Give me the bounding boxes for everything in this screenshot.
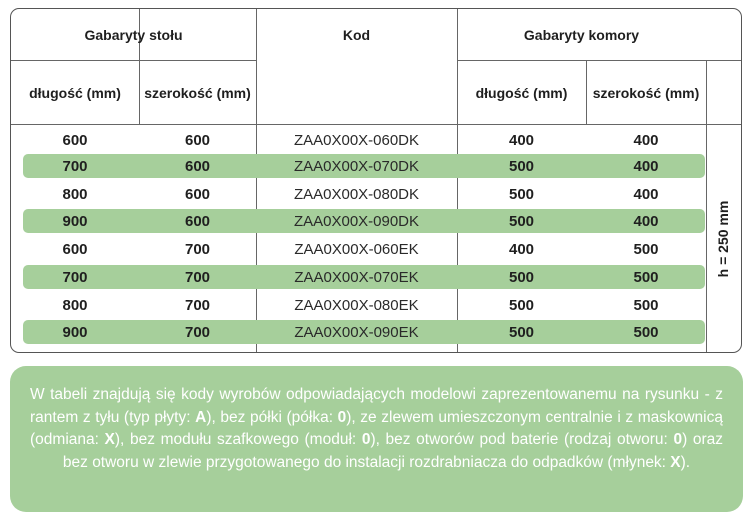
note-code-value: X [670,453,681,471]
header-chamber-dims: Gabaryty komory [523,26,640,43]
cell-product-code: ZAA0X00X-080EK [294,296,419,314]
cell-product-code: ZAA0X00X-060EK [294,240,419,258]
dimensions-table [10,8,742,353]
subheader-chamber-width: szerokość (mm) [592,84,700,101]
cell-chamber-length: 500 [508,296,535,314]
cell-chamber-length: 500 [508,323,535,341]
cell-chamber-length: 500 [508,185,535,203]
height-label: h = 250 mm [715,200,731,278]
header-code: Kod [342,26,371,43]
cell-chamber-width: 400 [633,212,659,230]
cell-table-width: 600 [184,212,211,230]
cell-product-code: ZAA0X00X-090DK [293,212,420,230]
cell-chamber-length: 400 [508,240,535,258]
cell-product-code: ZAA0X00X-090EK [294,323,419,341]
cell-chamber-width: 500 [633,296,659,314]
subheader-table-length: długość (mm) [29,84,121,101]
cell-table-width: 700 [184,323,211,341]
subheader-chamber-length: długość (mm) [475,84,568,101]
cell-chamber-width: 500 [633,323,659,341]
header-table-dims: Gabaryty stołu [84,26,183,43]
cell-table-length: 800 [62,296,88,314]
cell-product-code: ZAA0X00X-080DK [293,185,420,203]
header-bottom-divider [11,124,742,125]
note-segment: ). [680,453,691,471]
cell-table-length: 700 [62,157,88,175]
cell-chamber-width: 500 [633,268,659,286]
note-segment: ), ze zlewem umieszczonym centralnie i z maskownicą (odmiana: [30,408,723,448]
cell-chamber-width: 400 [633,131,659,149]
cell-table-length: 700 [62,268,88,286]
note-code-value: X [104,431,115,448]
cell-chamber-length: 400 [508,131,535,149]
cell-table-length: 800 [62,185,88,203]
note-segment: ), bez otworów pod baterie (rodzaj otworu: [370,431,674,448]
cell-table-length: 600 [62,131,88,149]
note-code-value: 0 [673,431,683,448]
column-divider [706,61,707,353]
cell-table-length: 900 [62,212,88,230]
cell-table-width: 600 [184,131,211,149]
info-note-text [30,384,723,474]
cell-chamber-length: 500 [508,268,535,286]
cell-table-length: 900 [62,323,88,341]
subheader-table-width: szerokość (mm) [144,84,251,101]
note-code-value: A [195,408,207,426]
note-segment: ), bez półki (półka: [206,408,338,426]
cell-table-length: 600 [62,240,88,258]
note-segment: W tabeli znajdują się kody wyrobów odpowiadających modelowi zaprezentowanemu na rysunku - z rantem z tyłu (typ płyty: [30,386,723,426]
cell-table-width: 700 [184,296,211,314]
cell-product-code: ZAA0X00X-060DK [293,131,420,149]
cell-chamber-length: 500 [508,157,535,175]
info-note-box [10,366,743,512]
cell-chamber-width: 400 [633,157,659,175]
cell-table-width: 600 [184,157,211,175]
note-code-value: 0 [337,408,347,426]
note-segment: ) oraz bez otworu w zlewie przygotowanego do instalacji rozdrabniacza do odpadków (młynek: [62,431,723,471]
cell-product-code: ZAA0X00X-070DK [293,157,420,175]
cell-chamber-width: 400 [633,185,659,203]
cell-product-code: ZAA0X00X-070EK [294,268,419,286]
cell-chamber-length: 500 [508,212,535,230]
cell-table-width: 700 [184,268,211,286]
cell-chamber-width: 500 [633,240,659,258]
cell-table-width: 700 [184,240,211,258]
note-code-value: 0 [361,431,371,448]
note-segment: ), bez modułu szafkowego (moduł: [114,431,362,448]
cell-table-width: 600 [184,185,211,203]
